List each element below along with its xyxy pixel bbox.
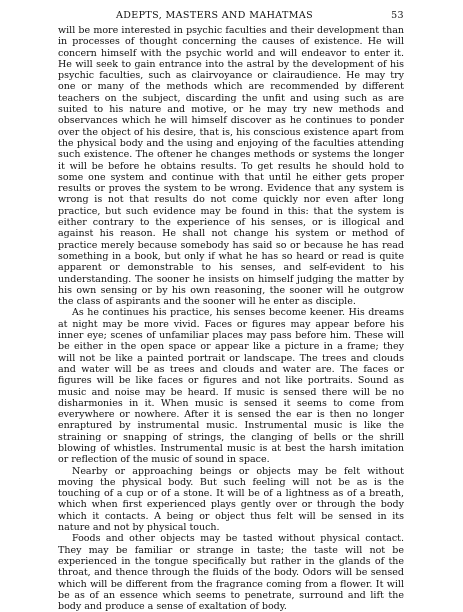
running-header <box>58 10 404 24</box>
paragraph: As he continues his practice, his senses become keener. His dreams at night may be more vivid. Faces or figures may appear before his inner eye; scenes of unfamiliar places may pass before him. These will be either in the open space or appear like a picture in a frame; they will not be like a painted portrait or landscape. The trees and clouds and water will be as trees and clouds and water are. The faces or figures will be like faces or figures and not like portraits. Sound as music and noise may be heard. If music is sensed there will be no disharmonies in it. When music is sensed it seems to come from everywhere or nowhere. After it is sensed the ear is then no longer enraptured by instrumental music. Instrumental music is like the straining or snapping of strings, the clanging of bells or the shrill blowing of whistles. Instrumental music is at best the harsh imitation or reflection of the music of sound in space. <box>58 307 404 466</box>
paragraph: will be more interested in psychic faculties and their development than in processes of thought concerning the causes of existence. He will concern himself with the psychic world and will endeavor to enter it. He will seek to gain entrance into the astral by the development of his psychic faculties, such as clairvoyance or clairaudience. He may try one or many of the methods which are recommended by different teachers on the subject, discarding the unfit and using such as are suited to his nature and motive, or he may try new methods and observances which he will himself discover as he continues to ponder over the object of his desire, that is, his conscious existence apart from the physical body and the using and enjoying of the faculties attending such existence. The oftener he changes methods or systems the longer it will be before he obtains results. To get results he should hold to some one system and continue with that until he either gets proper results or proves the system to be wrong. Evidence that any system is wrong is not that results do not come quickly nor even after long practice, but such evidence may be found in this: that the system is either contrary to the experience of his senses, or is illogical and against his reason. He shall not change his system or method of practice merely because somebody has said so or because he has read something in a book, but only if what he has so heard or read is quite apparent or demonstrable to his senses, and self-evident to his understanding. The sooner he insists on himself judging the matter by his own sensing or by his own reasoning, the sooner will he outgrow the class of aspirants and the sooner will he enter as disciple. <box>58 25 404 308</box>
paragraph: Foods and other objects may be tasted without physical contact. They may be familiar or strange in taste; the taste will not be experienced in the tongue specifically but rather in the glands of the throat, and thence through the fluids of the body. Odors will be sensed which will be different from the fragrance coming from a flower. It will be as of an essence which seems to penetrate, surround and lift the body and produce a sense of exaltation of body. <box>58 533 404 612</box>
running-title: ADEPTS, MASTERS AND MAHATMAS <box>116 10 314 21</box>
paragraph: Nearby or approaching beings or objects may be felt without moving the physical body. But such feeling will not be as is the touching of a cup or of a stone. It will be of a lightness as of a breath, which when first experienced plays gently over or through the body which it contacts. A being or object thus felt will be sensed in its nature and not by physical touch. <box>58 465 404 534</box>
page-number: 53 <box>391 10 404 21</box>
body-text <box>58 25 404 612</box>
